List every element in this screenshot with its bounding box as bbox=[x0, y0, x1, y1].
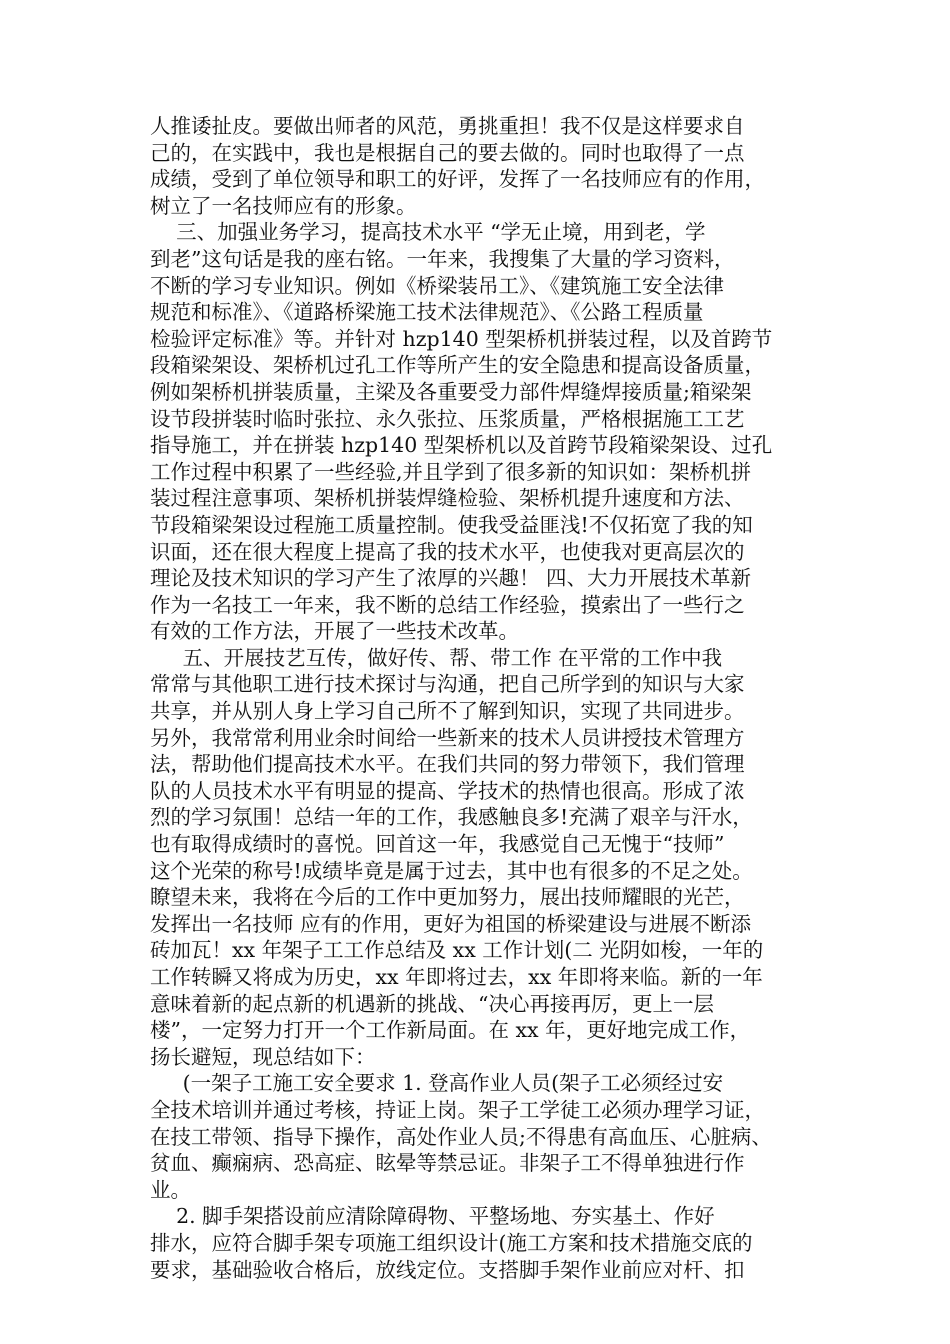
text-line: 有效的工作方法，开展了一些技术改革。 bbox=[150, 619, 519, 644]
text-line: 人推诿扯皮。要做出师者的风范，勇挑重担！我不仅是这样要求自 bbox=[150, 114, 745, 138]
text-line: 段箱梁架设、架桥机过孔工作等所产生的安全隐患和提高设备质量， bbox=[150, 353, 765, 378]
text-line: 扬长避短，现总结如下： bbox=[150, 1044, 376, 1069]
text-line: 共享，并从别人身上学习自己所不了解到知识，实现了共同进步。 bbox=[150, 699, 745, 724]
text-line: 规范和标准》、《道路桥梁施工技术法律规范》、《公路工程质量 bbox=[150, 300, 704, 325]
text-line: 成绩，受到了单位领导和职工的好评，发挥了一名技师应有的作用， bbox=[150, 167, 765, 192]
text-line: 烈的学习氛围！总结一年的工作，我感触良多!充满了艰辛与汗水， bbox=[150, 805, 753, 830]
text-line: 贫血、癫痫病、恐高症、眩晕等禁忌证。非架子工不得单独进行作 bbox=[150, 1151, 745, 1176]
text-line: 砖加瓦！xx 年架子工工作总结及 xx 工作计划(二 光阴如梭，一年的 bbox=[150, 938, 764, 963]
text-line: 排水，应符合脚手架专项施工组织设计(施工方案和技术措施交底的 bbox=[150, 1230, 753, 1255]
text-line: 工作过程中积累了一些经验,并且学到了很多新的知识如：架桥机拼 bbox=[150, 459, 752, 484]
text-line: 这个光荣的称号!成绩毕竟是属于过去，其中也有很多的不足之处。 bbox=[150, 858, 753, 883]
text-line: 常常与其他职工进行技术探讨与沟通，把自己所学到的知识与大家 bbox=[150, 672, 745, 697]
text-line: 树立了一名技师应有的形象。 bbox=[150, 193, 417, 218]
text-line: 设节段拼装时临时张拉、永久张拉、压浆质量，严格根据施工工艺 bbox=[150, 406, 745, 431]
text-line: 三、加强业务学习，提高技术水平 “学无止境，用到老，学 bbox=[150, 220, 706, 245]
text-line: 2. 脚手架搭设前应清除障碍物、平整场地、夯实基土、作好 bbox=[150, 1204, 715, 1229]
text-line: 到老”这句话是我的座右铭。一年来，我搜集了大量的学习资料， bbox=[150, 246, 735, 271]
text-line: 也有取得成绩时的喜悦。回首这一年，我感觉自己无愧于“技师” bbox=[150, 832, 725, 857]
text-line: 检验评定标准》等。并针对 hzp140 型架桥机拼装过程，以及首跨节 bbox=[150, 326, 773, 351]
text-line: 队的人员技术水平有明显的提高、学技术的热情也很高。形成了浓 bbox=[150, 778, 745, 803]
text-line: 全技术培训并通过考核，持证上岗。架子工学徒工必须办理学习证， bbox=[150, 1097, 765, 1122]
text-line: 另外，我常常利用业余时间给一些新来的技术人员讲授技术管理方 bbox=[150, 725, 745, 750]
text-line: 五、开展技艺互传，做好传、帮、带工作 在平常的工作中我 bbox=[150, 645, 723, 670]
body-text bbox=[150, 113, 800, 1283]
text-line: 工作转瞬又将成为历史，xx 年即将过去，xx 年即将来临。新的一年 bbox=[150, 965, 763, 989]
text-line: 法，帮助他们提高技术水平。在我们共同的努力带领下，我们管理 bbox=[150, 752, 745, 777]
text-line: 装过程注意事项、架桥机拼装焊缝检验、架桥机提升速度和方法、 bbox=[150, 486, 745, 511]
text-line: 业。 bbox=[150, 1177, 191, 1202]
text-line: 作为一名技工一年来，我不断的总结工作经验，摸索出了一些行之 bbox=[150, 592, 745, 617]
text-line: 己的，在实践中，我也是根据自己的要去做的。同时也取得了一点 bbox=[150, 140, 745, 165]
text-line: 要求，基础验收合格后，放线定位。支搭脚手架作业前应对杆、扣 bbox=[150, 1257, 745, 1282]
text-line: 指导施工，并在拼装 hzp140 型架桥机以及首跨节段箱梁架设、过孔 bbox=[150, 433, 773, 458]
text-line: 节段箱梁架设过程施工质量控制。使我受益匪浅!不仅拓宽了我的知 bbox=[150, 512, 753, 537]
text-line: 意味着新的起点新的机遇新的挑战、“决心再接再厉，更上一层 bbox=[150, 991, 714, 1016]
text-line: (一架子工施工安全要求 1. 登高作业人员(架子工必须经过安 bbox=[150, 1071, 724, 1096]
text-line: 发挥出一名技师 应有的作用，更好为祖国的桥梁建设与进展不断添 bbox=[150, 911, 752, 936]
text-line: 楼”，一定努力打开一个工作新局面。在 xx 年，更好地完成工作， bbox=[150, 1018, 751, 1043]
text-line: 理论及技术知识的学习产生了浓厚的兴趣！ 四、大力开展技术革新 bbox=[150, 566, 752, 591]
text-line: 识面，还在很大程度上提高了我的技术水平，也使我对更高层次的 bbox=[150, 539, 745, 564]
text-line: 例如架桥机拼装质量，主梁及各重要受力部件焊缝焊接质量;箱梁架 bbox=[150, 379, 752, 404]
text-line: 不断的学习专业知识。例如《桥梁装吊工》、《建筑施工安全法律 bbox=[150, 273, 724, 298]
text-line: 在技工带领、指导下操作，高处作业人员;不得患有高血压、心脏病、 bbox=[150, 1124, 772, 1149]
text-line: 瞭望未来，我将在今后的工作中更加努力，展出技师耀眼的光芒， bbox=[150, 885, 745, 910]
